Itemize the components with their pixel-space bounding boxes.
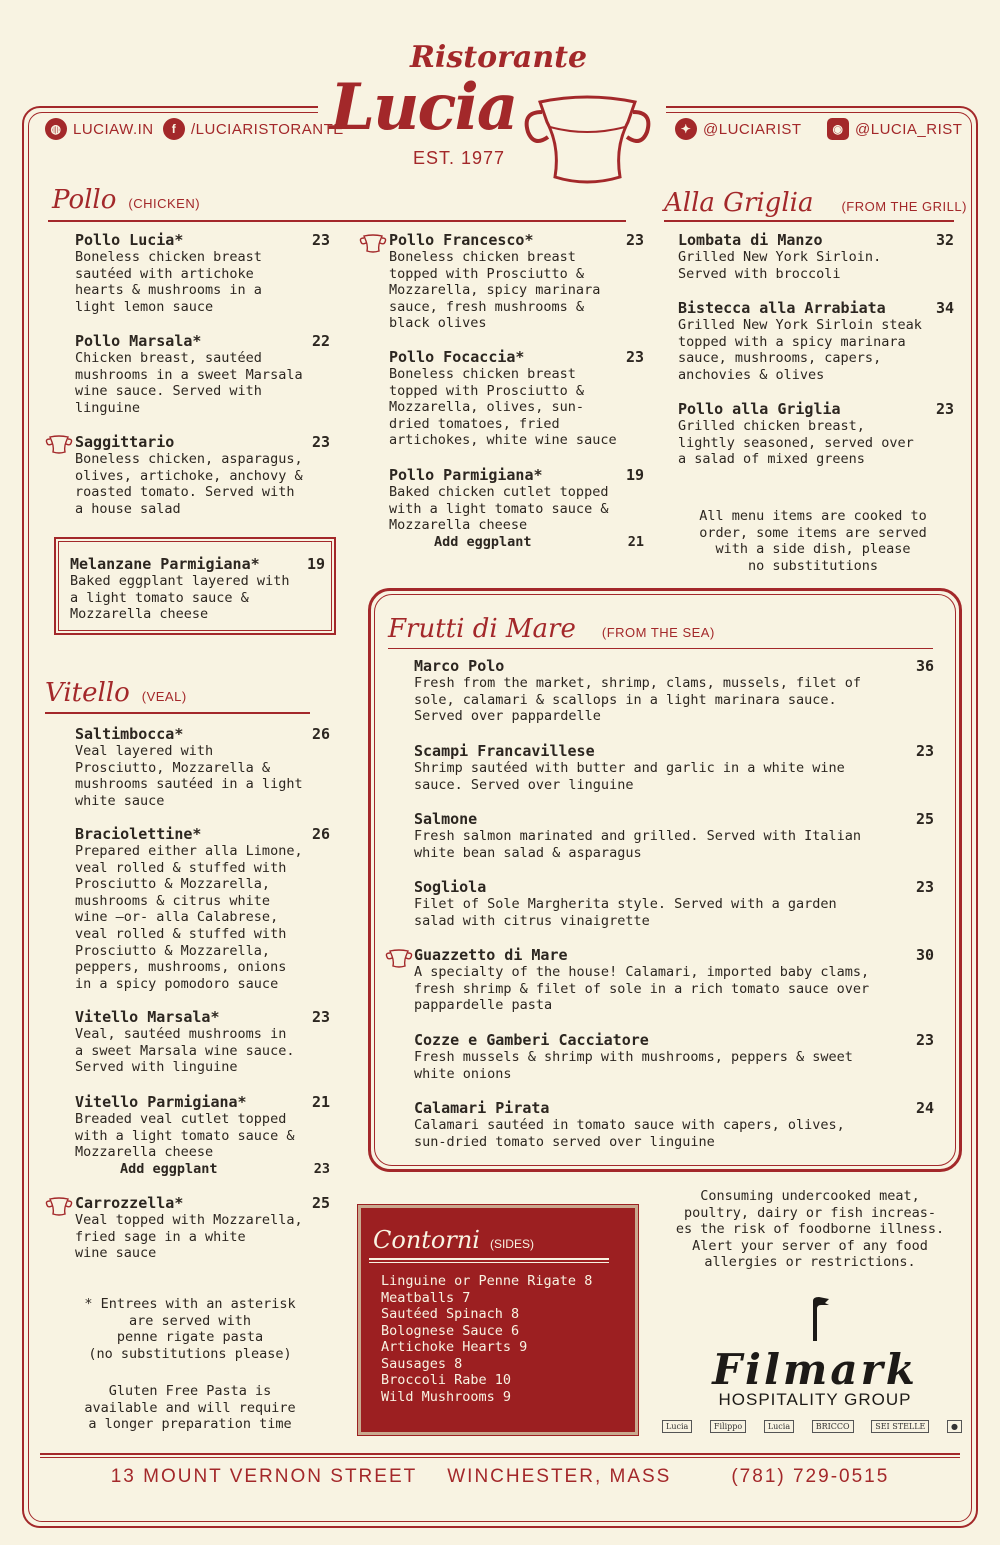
addon-label: Add eggplant bbox=[120, 1160, 218, 1177]
item-desc: Grilled New York Sirloin. Served with broccoli bbox=[678, 249, 882, 282]
item-desc: A specialty of the house! Calamari, imported baby clams, fresh shrimp & filet of sole in a rich tomato sauce over pappardelle pasta bbox=[414, 964, 870, 1014]
menu-item bbox=[414, 742, 934, 793]
partner-logo: Filippo bbox=[710, 1420, 746, 1433]
menu-item bbox=[678, 299, 954, 383]
asterisk-note: * Entrees with an asterisk are served with penne rigate pasta (no substitutions please) bbox=[84, 1296, 296, 1362]
footer bbox=[0, 1466, 1000, 1488]
griglia-title: Alla Griglia bbox=[664, 188, 814, 218]
sides-rule bbox=[369, 1258, 609, 1260]
item-name: Saggittario bbox=[75, 433, 175, 451]
list-item: Bolognese Sauce 6 bbox=[381, 1322, 520, 1339]
item-price: 23 bbox=[935, 400, 954, 418]
item-name: Vitello Parmigiana* bbox=[75, 1093, 247, 1111]
item-desc: Prepared either alla Limone, veal rolled & stuffed with Prosciutto & Mozzarella, mushrooms & citrus white wine —or- alla Calabrese, veal rolled & stuffed with Prosciutto & Mozzarella, peppers, mushrooms, onions in a spicy pomodoro sauce bbox=[75, 843, 303, 992]
menu-item bbox=[389, 466, 644, 550]
social-facebook[interactable] bbox=[163, 118, 344, 140]
brand-name: Filmark bbox=[712, 1345, 918, 1394]
partner-logo: ● bbox=[947, 1420, 962, 1433]
partner-logos bbox=[662, 1420, 962, 1433]
social-website-text: LUCIAW.IN bbox=[73, 120, 154, 138]
footer-address: 13 MOUNT VERNON STREET bbox=[110, 1466, 418, 1487]
social-twitter[interactable] bbox=[675, 118, 802, 140]
globe-icon: ◍ bbox=[45, 118, 67, 140]
filmark-f-icon bbox=[795, 1295, 835, 1343]
logo-ristorante: Ristorante bbox=[410, 40, 588, 75]
item-price: 23 bbox=[311, 433, 330, 451]
social-instagram-text: @LUCIA_RIST bbox=[855, 120, 963, 138]
menu-item bbox=[75, 1093, 330, 1177]
menu-item bbox=[414, 946, 934, 1014]
item-desc: Shrimp sautéed with butter and garlic in a white wine sauce. Served over linguine bbox=[414, 760, 845, 793]
item-price: 23 bbox=[311, 231, 330, 249]
cooked-to-order-note: All menu items are cooked to order, some items are served with a side dish, please no substitutions bbox=[699, 508, 927, 574]
item-price: 24 bbox=[915, 1099, 934, 1117]
griglia-rule bbox=[664, 220, 954, 222]
item-price: 34 bbox=[935, 299, 954, 317]
sides-list bbox=[381, 1273, 592, 1405]
item-price: 23 bbox=[311, 1008, 330, 1026]
item-desc: Fresh mussels & shrimp with mushrooms, peppers & sweet white onions bbox=[414, 1049, 853, 1082]
restaurant-logo bbox=[325, 40, 675, 180]
section-griglia-title bbox=[664, 188, 967, 218]
social-instagram[interactable] bbox=[827, 118, 962, 140]
item-price: 23 bbox=[915, 742, 934, 760]
item-name: Bistecca alla Arrabiata bbox=[678, 299, 886, 317]
griglia-sub: (FROM THE GRILL) bbox=[841, 199, 967, 214]
menu-item bbox=[389, 348, 644, 449]
menu-item bbox=[414, 1031, 934, 1082]
list-item: Linguine or Penne Rigate 8 bbox=[381, 1273, 593, 1289]
item-desc: Baked eggplant layered with a light tomato sauce & Mozzarella cheese bbox=[70, 573, 290, 623]
item-name: Pollo Francesco* bbox=[389, 231, 534, 249]
footer-rule bbox=[40, 1453, 960, 1455]
footer-rule-thin bbox=[40, 1457, 960, 1458]
filmark-brand bbox=[690, 1295, 940, 1410]
item-price: 21 bbox=[311, 1093, 330, 1111]
item-name: Cozze e Gamberi Cacciatore bbox=[414, 1031, 649, 1049]
menu-item bbox=[75, 1194, 330, 1262]
menu-item bbox=[75, 332, 330, 416]
item-desc: Veal layered with Prosciutto, Mozzarella & mushrooms sautéed in a light white sauce bbox=[75, 743, 303, 809]
item-name: Pollo Marsala* bbox=[75, 332, 202, 350]
partner-logo: Lucia bbox=[764, 1420, 794, 1433]
contorni-title: Contorni bbox=[373, 1226, 480, 1254]
social-website[interactable] bbox=[45, 118, 154, 140]
item-price: 19 bbox=[625, 466, 644, 484]
vitello-title: Vitello bbox=[45, 678, 130, 708]
sides-box bbox=[358, 1205, 638, 1435]
item-price: 32 bbox=[935, 231, 954, 249]
menu-item bbox=[75, 231, 330, 315]
pollo-sub: (CHICKEN) bbox=[128, 196, 201, 211]
menu-item bbox=[414, 1099, 934, 1150]
menu-item bbox=[678, 231, 954, 282]
social-twitter-text: @LUCIARIST bbox=[703, 120, 802, 138]
partner-logo: SEI STELLE bbox=[871, 1420, 929, 1433]
item-desc: Veal, sautéed mushrooms in a sweet Marsala wine sauce. Served with linguine bbox=[75, 1026, 295, 1076]
addon-price: 21 bbox=[627, 533, 644, 550]
item-name: Calamari Pirata bbox=[414, 1099, 550, 1117]
list-item: Sautéed Spinach 8 bbox=[381, 1306, 520, 1322]
item-desc: Veal topped with Mozzarella, fried sage in a white wine sauce bbox=[75, 1212, 303, 1262]
item-name: Braciolettine* bbox=[75, 825, 202, 843]
item-desc: Grilled chicken breast, lightly seasoned, served over a salad of mixed greens bbox=[678, 418, 914, 468]
addon-label: Add eggplant bbox=[434, 533, 532, 550]
item-name: Saltimbocca* bbox=[75, 725, 184, 743]
addon-price: 23 bbox=[313, 1160, 330, 1177]
item-desc: Baked chicken cutlet topped with a light tomato sauce & Mozzarella cheese bbox=[389, 484, 609, 534]
item-price: 25 bbox=[311, 1194, 330, 1212]
item-desc: Chicken breast, sautéed mushrooms in a sweet Marsala wine sauce. Served with linguine bbox=[75, 350, 303, 416]
mare-title: Frutti di Mare bbox=[388, 614, 576, 644]
footer-phone[interactable]: (781) 729-0515 bbox=[731, 1466, 890, 1487]
item-price: 23 bbox=[625, 231, 644, 249]
item-desc: Fresh salmon marinated and grilled. Served with Italian white bean salad & asparagus bbox=[414, 828, 862, 861]
item-price: 36 bbox=[915, 657, 934, 675]
item-desc: Grilled New York Sirloin steak topped with a spicy marinara sauce, mushrooms, capers, anchovies & olives bbox=[678, 317, 922, 383]
menu-item bbox=[389, 231, 644, 332]
item-name: Pollo Lucia* bbox=[75, 231, 184, 249]
menu-item bbox=[75, 433, 330, 517]
item-price: 22 bbox=[311, 332, 330, 350]
menu-item bbox=[75, 725, 330, 809]
list-item: Artichoke Hearts 9 bbox=[381, 1339, 528, 1355]
item-desc: Breaded veal cutlet topped with a light tomato sauce & Mozzarella cheese bbox=[75, 1111, 295, 1161]
item-name: Lombata di Manzo bbox=[678, 231, 823, 249]
vitello-rule bbox=[45, 712, 310, 714]
footer-city: WINCHESTER, MASS bbox=[447, 1466, 672, 1487]
menu-item bbox=[70, 555, 325, 623]
item-desc: Calamari sautéed in tomato sauce with capers, olives, sun-dried tomato served over linguine bbox=[414, 1117, 845, 1150]
item-price: 23 bbox=[915, 1031, 934, 1049]
brand-group: HOSPITALITY GROUP bbox=[718, 1390, 912, 1409]
menu-item bbox=[678, 400, 954, 468]
item-name: Marco Polo bbox=[414, 657, 505, 675]
twitter-icon: ✦ bbox=[675, 118, 697, 140]
item-desc: Boneless chicken, asparagus, olives, artichoke, anchovy & roasted tomato. Served with a house salad bbox=[75, 451, 303, 517]
section-mare-title bbox=[388, 614, 715, 644]
contorni-sub: (SIDES) bbox=[489, 1237, 534, 1251]
menu-item bbox=[414, 657, 934, 725]
item-name: Sogliola bbox=[414, 878, 487, 896]
logo-est: EST. 1977 bbox=[413, 148, 506, 168]
house-specialty-icon bbox=[385, 948, 413, 968]
logo-lucia: Lucia bbox=[330, 70, 517, 145]
item-desc: Boneless chicken breast topped with Prosciutto & Mozzarella, spicy marinara sauce, fresh mushrooms & black olives bbox=[389, 249, 601, 332]
foodborne-warning: Consuming undercooked meat, poultry, dairy or fish increas- es the risk of foodborne illness. Alert your server of any food allergies or restrictions. bbox=[675, 1188, 945, 1271]
pollo-title: Pollo bbox=[52, 185, 117, 215]
item-desc: Boneless chicken breast sautéed with artichoke hearts & mushrooms in a light lemon sauce bbox=[75, 249, 262, 315]
item-price: 19 bbox=[306, 555, 325, 573]
section-pollo-title bbox=[52, 185, 200, 215]
social-facebook-text: /LUCIARISTORANTE bbox=[191, 120, 344, 138]
item-name: Salmone bbox=[414, 810, 478, 828]
pot-logo-icon bbox=[520, 92, 655, 187]
partner-logo: Lucia bbox=[662, 1420, 692, 1433]
list-item: Wild Mushrooms 9 bbox=[381, 1388, 512, 1405]
item-desc: Boneless chicken breast topped with Prosciutto & Mozzarella, olives, sun- dried tomatoes, fried artichokes, white wine sauce bbox=[389, 366, 617, 449]
item-name: Pollo Focaccia* bbox=[389, 348, 525, 366]
menu-item bbox=[414, 878, 934, 929]
item-price: 30 bbox=[915, 946, 934, 964]
item-name: Vitello Marsala* bbox=[75, 1008, 220, 1026]
item-price: 26 bbox=[311, 725, 330, 743]
item-desc: Fresh from the market, shrimp, clams, mussels, filet of sole, calamari & scallops in a light marinara sauce. Served over pappardelle bbox=[414, 675, 862, 725]
item-price: 26 bbox=[311, 825, 330, 843]
house-specialty-icon bbox=[359, 233, 387, 253]
facebook-icon: f bbox=[163, 118, 185, 140]
item-name: Scampi Francavillese bbox=[414, 742, 595, 760]
item-price: 23 bbox=[915, 878, 934, 896]
item-price: 25 bbox=[915, 810, 934, 828]
list-item: Sausages 8 bbox=[381, 1355, 463, 1372]
item-price: 23 bbox=[625, 348, 644, 366]
item-name: Melanzane Parmigiana* bbox=[70, 555, 260, 573]
sides-rule-thin bbox=[369, 1262, 609, 1263]
house-specialty-icon bbox=[45, 1196, 73, 1216]
menu-item bbox=[75, 1008, 330, 1076]
vitello-sub: (VEAL) bbox=[141, 689, 187, 704]
item-name: Pollo alla Griglia bbox=[678, 400, 841, 418]
section-vitello-title bbox=[45, 678, 187, 708]
gluten-free-note: Gluten Free Pasta is available and will require a longer preparation time bbox=[84, 1383, 296, 1433]
mare-rule bbox=[388, 648, 933, 649]
list-item: Broccoli Rabe 10 bbox=[381, 1372, 512, 1388]
item-name: Pollo Parmigiana* bbox=[389, 466, 543, 484]
pollo-rule bbox=[48, 220, 626, 222]
item-name: Carrozzella* bbox=[75, 1194, 184, 1212]
list-item: Meatballs 7 bbox=[381, 1289, 471, 1306]
item-name: Guazzetto di Mare bbox=[414, 946, 568, 964]
item-desc: Filet of Sole Margherita style. Served with a garden salad with citrus vinaigrette bbox=[414, 896, 837, 929]
partner-logo: BRICCO bbox=[812, 1420, 854, 1433]
instagram-icon: ◉ bbox=[827, 118, 849, 140]
menu-item bbox=[414, 810, 934, 861]
menu-item bbox=[75, 825, 330, 992]
mare-sub: (FROM THE SEA) bbox=[601, 625, 715, 640]
sides-title bbox=[373, 1226, 534, 1254]
house-specialty-icon bbox=[45, 434, 73, 454]
